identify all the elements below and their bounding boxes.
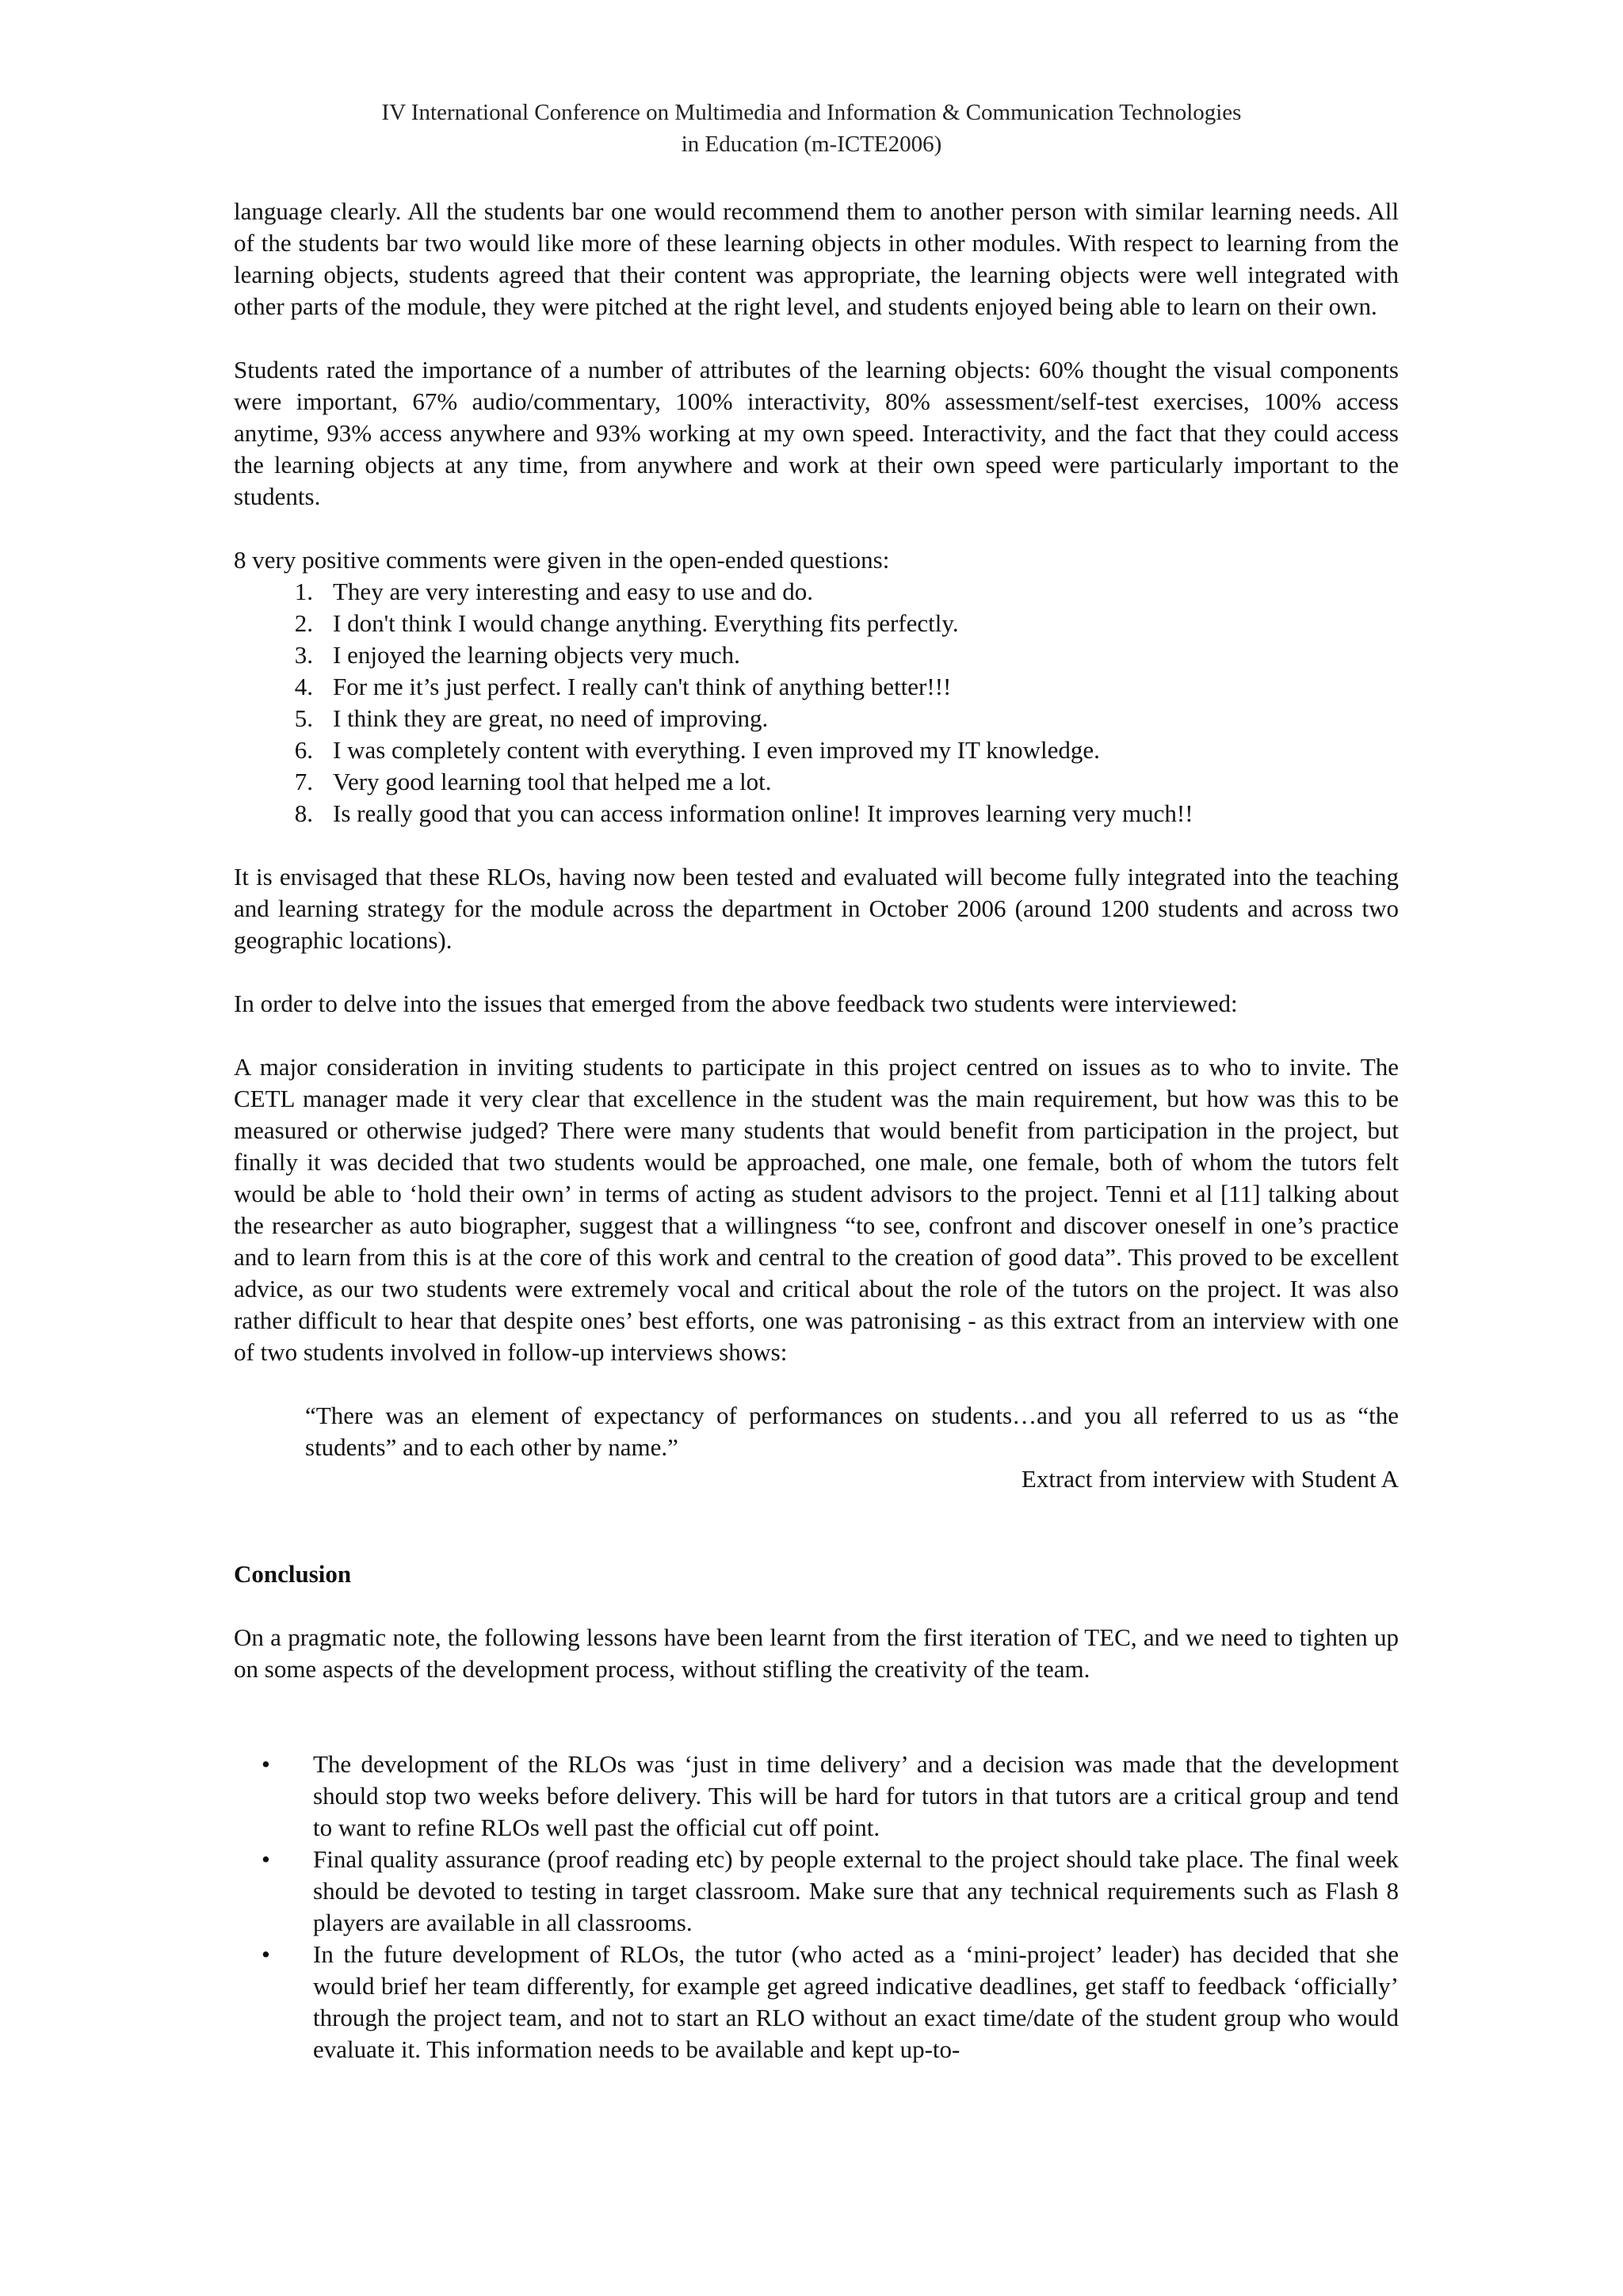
quote-source: Extract from interview with Student A	[1021, 1465, 1399, 1493]
list-item-text: Is really good that you can access information online! It improves learning very much!!	[333, 799, 1193, 827]
bullet-icon: •	[262, 1845, 270, 1873]
list-item	[234, 1844, 1399, 1939]
list-item	[234, 671, 1399, 703]
list-item-text: Final quality assurance (proof reading etc) by people external to the project should take place. The final week should be devoted to testing in target classroom. Make sure that any technical requirements such as Flash 8 players are available in all classrooms.	[313, 1845, 1399, 1936]
list-item-number: 2.	[294, 609, 313, 637]
list-item-text: Very good learning tool that helped me a lot.	[333, 768, 772, 795]
list-item-number: 7.	[294, 768, 313, 795]
list-item-text: In the future development of RLOs, the tutor (who acted as a ‘mini-project’ leader) has decided that she would brief her team differently, for example get agreed indicative deadlines, get staff to feedback ‘officially’ through the project team, and not to start an RLO without an exact time/date of the student group who would evaluate it. This information needs to be available and kept up-to-	[313, 1940, 1399, 2063]
list-item	[234, 798, 1399, 830]
list-item-number: 3.	[294, 641, 313, 669]
list-item-number: 5.	[294, 704, 313, 732]
paragraph-interview-intro: In order to delve into the issues that emerged from the above feedback two students were interviewed:	[234, 990, 1238, 1017]
lessons-list	[234, 1749, 1399, 2065]
running-header-line-1: IV International Conference on Multimedia and Information & Communication Technologies	[381, 100, 1242, 125]
bullet-icon: •	[262, 1750, 270, 1778]
list-item	[234, 1749, 1399, 1844]
list-item	[234, 734, 1399, 766]
paragraph-feedback-summary: language clearly. All the students bar one would recommend them to another person with similar learning needs. All of the students bar two would like more of these learning objects in other modules. With respect to learning from the learning objects, students agreed that their content was appropriate, the learning objects were well integrated with other parts of the module, they were pitched at the right level, and students enjoyed being able to learn on their own.	[234, 197, 1399, 320]
paragraph-student-selection: A major consideration in inviting students to participate in this project centred on issues as to who to invite. The CETL manager made it very clear that excellence in the student was the main requirement, but how was this to be measured or otherwise judged? There were many students that would benefit from participation in the project, but finally it was decided that two students would be approached, one male, one female, both of whom the tutors felt would be able to ‘hold their own’ in terms of acting as student advisors to the project. Tenni et al [11] talking about the researcher as auto biographer, suggest that a willingness “to see, confront and discover oneself in one’s practice and to learn from this is at the core of this work and central to the creation of good data”. This proved to be excellent advice, as our two students were extremely vocal and critical about the role of the tutors on the project. It was also rather difficult to hear that despite ones’ best efforts, one was patronising - as this extract from an interview with one of two students involved in follow-up interviews shows:	[234, 1053, 1399, 1366]
list-item-text: They are very interesting and easy to use and do.	[333, 578, 814, 605]
running-header	[0, 97, 1623, 160]
list-item	[234, 1939, 1399, 2065]
paragraph-comments-intro: 8 very positive comments were given in the open-ended questions:	[234, 546, 890, 574]
section-heading-conclusion: Conclusion	[234, 1560, 352, 1588]
list-item-number: 6.	[294, 736, 313, 764]
list-item-text: I think they are great, no need of improving.	[333, 704, 769, 732]
list-item-text: I enjoyed the learning objects very much.	[333, 641, 740, 669]
comments-list	[234, 576, 1399, 830]
list-item-text: I don't think I would change anything. Everything fits perfectly.	[333, 609, 959, 637]
list-item-text: The development of the RLOs was ‘just in time delivery’ and a decision was made that the development should stop two weeks before delivery. This will be hard for tutors in that tutors are a critical group and tend to want to refine RLOs well past the official cut off point.	[313, 1750, 1399, 1841]
interview-quote	[234, 1400, 1399, 1495]
list-item	[234, 608, 1399, 639]
list-item-text: I was completely content with everything. I even improved my IT knowledge.	[333, 736, 1100, 764]
list-item-number: 8.	[294, 799, 313, 827]
list-item	[234, 576, 1399, 608]
bullet-icon: •	[262, 1940, 270, 1968]
quote-text: “There was an element of expectancy of performances on students…and you all referred to us as “the students” and to each other by name.”	[305, 1402, 1399, 1461]
list-item-number: 4.	[294, 673, 313, 700]
list-item	[234, 703, 1399, 734]
list-item	[234, 639, 1399, 671]
list-item	[234, 766, 1399, 798]
running-header-line-2: in Education (m-ICTE2006)	[681, 132, 942, 157]
paragraph-conclusion-intro: On a pragmatic note, the following lessons have been learnt from the first iteration of TEC, and we need to tighten up on some aspects of the development process, without stifling the creativity of the team.	[234, 1623, 1399, 1683]
paragraph-attribute-ratings: Students rated the importance of a number of attributes of the learning objects: 60% thought the visual components were important, 67% audio/commentary, 100% interactivity, 80% assessment/self-test exercises, 100% access anytime, 93% access anywhere and 93% working at my own speed. Interactivity, and the fact that they could access the learning objects at any time, from anywhere and work at their own speed were particularly important to the students.	[234, 356, 1399, 510]
page-body	[234, 196, 1399, 2065]
list-item-text: For me it’s just perfect. I really can't think of anything better!!!	[333, 673, 952, 700]
list-item-number: 1.	[294, 578, 313, 605]
paragraph-integration-plan: It is envisaged that these RLOs, having now been tested and evaluated will become fully integrated into the teaching and learning strategy for the module across the department in October 2006 (around 1200 students and across two geographic locations).	[234, 863, 1399, 954]
